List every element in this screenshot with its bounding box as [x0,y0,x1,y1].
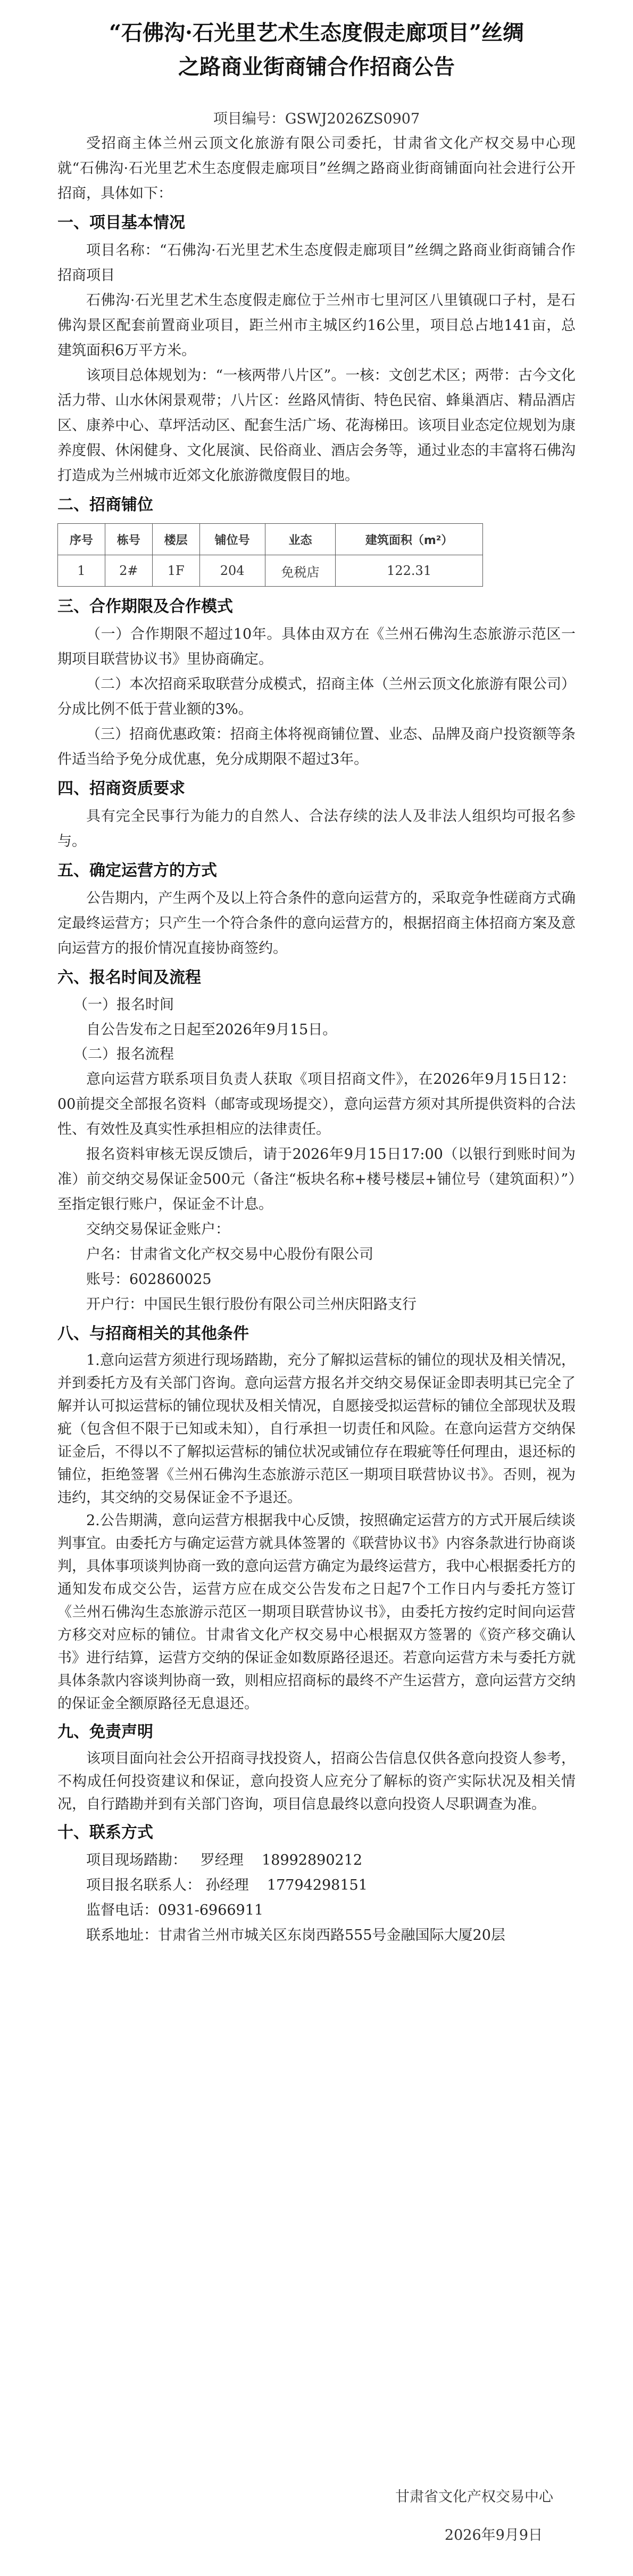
section-6-p1: 自公告发布之日起至2026年9月15日。 [86,1022,337,1038]
section-6-sub2: （二）报名流程 [73,1046,174,1063]
page-title [57,16,576,84]
account-title: 交纳交易保证金账户： [86,1221,230,1238]
section-3-p3: （三）招商优惠政策：招商主体将视商铺位置、业态、品牌及商户投资额等条件适当给予免分成优惠，免分成期限不超过3年。 [57,726,576,768]
col-header: 栋号 [105,524,152,555]
section-1-p1: 项目名称：“石佛沟·石光里艺术生态度假走廊项目”丝绸之路商业街商铺合作招商项目 [57,242,576,284]
account-name: 户名：甘肃省文化产权交易中心股份有限公司 [86,1246,373,1263]
col-header: 建筑面积（m²） [336,524,483,555]
shop-table [57,523,483,587]
section-4-heading: 四、招商资质要求 [57,779,185,798]
section-1-p3: 该项目总体规划为：“一核两带八片区”。一核：文创艺术区；两带：古今文化活力带、山水休闲景观带；八片区：丝路风情街、特色民宿、蜂巢酒店、精品酒店区、康养中心、草坪活动区、配套生活广场、花海梯田。该项目业态定位规划为康养度假、休闲健身、文化展演、民俗商业、酒店会务等，通过业态的丰富将石佛沟打造成为兰州城市近郊文化旅游微度假目的地。 [57,367,576,484]
section-6-p3: 报名资料审核无误反馈后，请于2026年9月15日17:00（以银行到账时间为准）前交纳交易保证金500元（备注“板块名称+楼号楼层+铺位号（建筑面积）”）至指定银行账户，保证金不计息。 [57,1146,576,1213]
section-5-p1: 公告期内，产生两个及以上符合条件的意向运营方的，采取竞争性磋商方式确定最终运营方；只产生一个符合条件的意向运营方的，根据招商主体招商方案及意向运营方的报价情况直接协商签约。 [57,890,576,957]
section-6-sub1: （一）报名时间 [73,997,174,1013]
table-header-row [58,524,483,555]
contact-registration [57,1873,576,1898]
contact-reg-label: 项目报名联系人： [86,1877,201,1894]
contact-supervise-phone: 监督电话：0931-6966911 [86,1902,264,1919]
section-3-heading: 三、合作期限及合作模式 [57,597,233,616]
section-2-heading: 二、招商铺位 [57,496,153,514]
contact-reg-phone: 17794298151 [266,1877,368,1894]
title-line-2: 之路商业街商铺合作招商公告 [178,54,455,79]
contact-reg-person: 孙经理 [205,1877,249,1894]
table-cell: 122.31 [336,555,483,587]
section-9-p1: 该项目面向社会公开招商寻找投资人，招商公告信息仅供各意向投资人参考，不构成任何投资建议和保证，意向投资人应充分了解标的资产实际状况及相关情况，自行踏勘并到有关部门咨询，项目信息最终以意向投资人尽职调查为准。 [57,1750,576,1813]
section-10-heading: 十、联系方式 [57,1823,153,1842]
section-3-p1: （一）合作期限不超过10年。具体由双方在《兰州石佛沟生态旅游示范区一期项目联营协议书》里协商确定。 [57,626,576,668]
section-8-p1: 1.意向运营方须进行现场踏勘，充分了解拟运营标的铺位的现状及相关情况，并到委托方及有关部门咨询。意向运营方报名并交纳交易保证金即表明其已完全了解并认可拟运营标的铺位现状及相关情况，自愿接受拟运营标的铺位全部现状及瑕疵（包含但不限于已知或未知），自行承担一切责任和风险。在意向运营方交纳保证金后，不得以不了解拟运营标的铺位状况或铺位存在瑕疵等任何理由，退还标的铺位，拒绝签署《兰州石佛沟生态旅游示范区一期项目联营协议书》。否则，视为违约，其交纳的交易保证金不予退还。 [57,1352,576,1506]
table-cell: 2# [105,555,152,587]
contact-address: 联系地址：甘肃省兰州市城关区东岗西路555号金融国际大厦20层 [86,1927,505,1944]
section-5-heading: 五、确定运营方的方式 [57,861,217,880]
section-3-p2: （二）本次招商采取联营分成模式，招商主体（兰州云顶文化旅游有限公司）分成比例不低于营业额的3%。 [57,676,576,718]
table-cell: 免税店 [265,555,335,587]
table-cell: 1F [152,555,199,587]
contact-site [57,1848,576,1873]
section-6-heading: 六、报名时间及流程 [57,968,201,987]
section-1-p2: 石佛沟·石光里艺术生态度假走廊位于兰州市七里河区八里镇砚口子村，是石佛沟景区配套前置商业项目，距兰州市主城区约16公里，项目总占地141亩，总建筑面积6万平方米。 [57,292,576,359]
col-header: 楼层 [152,524,199,555]
contact-site-phone: 18992890212 [262,1852,363,1869]
section-8-p2: 2.公告期满，意向运营方根据我中心反馈，按照确定运营方的方式开展后续谈判事宜。由委托方与确定运营方就具体签署的《联营协议书》内容条款进行协商谈判，具体事项谈判协商一致的意向运营方确定为最终运营方，我中心根据委托方的通知发布成交公告，运营方应在成交公告发布之日起7个工作日内与委托方签订《兰州石佛沟生态旅游示范区一期项目联营协议书》，由委托方按约定时间向运营方移交对应标的铺位。甘肃省文化产权交易中心根据双方签署的《资产移交确认书》进行结算，运营方交纳的保证金如数原路径退还。若意向运营方未与委托方就具体条款内容谈判协商一致，则相应招商标的最终不产生运营方，意向运营方交纳的保证金全额原路径无息退还。 [57,1512,576,1712]
section-1-heading: 一、项目基本情况 [57,213,185,232]
project-number: 项目编号：GSWJ2026ZS0907 [213,111,420,127]
col-header: 序号 [58,524,105,555]
table-cell: 204 [199,555,265,587]
account-number: 账号：602860025 [86,1271,212,1288]
contact-site-person: 罗经理 [200,1852,244,1869]
section-6-p2: 意向运营方联系项目负责人获取《项目招商文件》，在2026年9月15日12：00前提交全部报名资料（邮寄或现场提交），意向运营方须对其所提供资料的合法性、有效性及真实性承担相应的法律责任。 [57,1071,576,1138]
table-row [58,555,483,587]
title-line-1: “石佛沟·石光里艺术生态度假走廊项目”丝绸 [109,20,524,45]
section-9-heading: 九、免责声明 [57,1723,153,1741]
signature-org: 甘肃省文化产权交易中心 [395,2489,553,2505]
section-8-heading: 八、与招商相关的其他条件 [57,1324,249,1343]
table-cell: 1 [58,555,105,587]
account-bank: 开户行：中国民生银行股份有限公司兰州庆阳路支行 [86,1296,417,1313]
signature-date: 2026年9月9日 [444,2527,543,2544]
intro-paragraph: 受招商主体兰州云顶文化旅游有限公司委托，甘肃省文化产权交易中心现就“石佛沟·石光里艺术生态度假走廊项目”丝绸之路商业街商铺面向社会进行公开招商，具体如下： [57,135,576,202]
contact-site-label: 项目现场踏勘： [86,1852,187,1869]
col-header: 业态 [265,524,335,555]
section-4-p1: 具有完全民事行为能力的自然人、合法存续的法人及非法人组织均可报名参与。 [57,808,576,850]
col-header: 铺位号 [199,524,265,555]
